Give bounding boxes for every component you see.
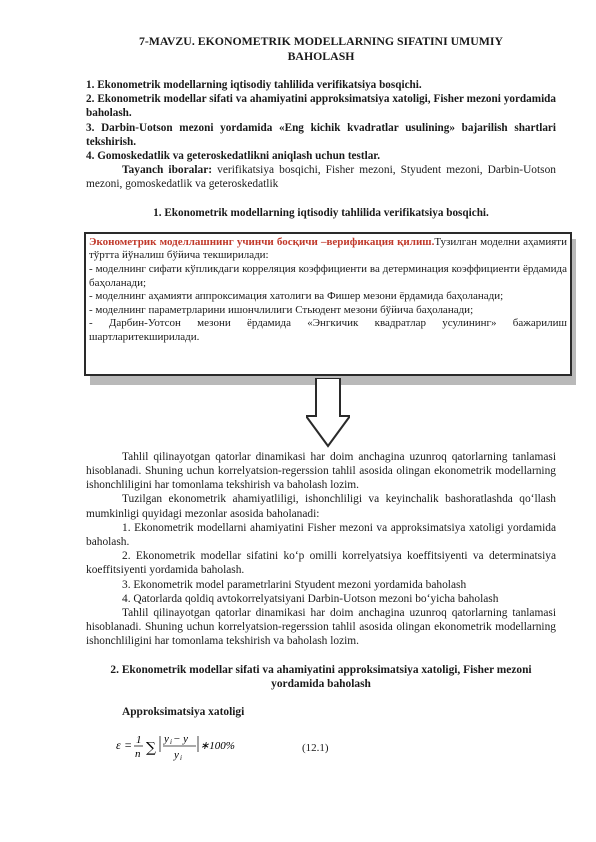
topic-item: 3. Darbin-Uotson mezoni yordamida «Eng kichik kvadratlar usulining» bajarilish shartlari tekshirish. (86, 121, 556, 148)
main-body (86, 450, 556, 649)
svg-text:i: i (170, 738, 172, 747)
topics-list (86, 78, 556, 163)
section-2-heading: 2. Ekonometrik modellar sifati va ahamiyatini approksimatsiya xatoligi, Fisher mezoni yordamida baholash (110, 663, 532, 690)
callout-highlight: Эконометрик моделлашнинг учинчи босқичи –верификация қилиш. (89, 235, 435, 248)
subheading: Approksimatsiya xatoligi (122, 706, 245, 719)
svg-text:i: i (180, 754, 182, 763)
criteria-item: 4. Qatorlarda qoldiq avtokorrelyatsiyani Darbin-Uotson mezoni bo‘yicha baholash (122, 592, 499, 605)
topic-item: 4. Gomoskedatlik va geteroskedatlikni aniqlash uchun testlar. (86, 150, 381, 163)
svg-text:− y: − y (173, 733, 189, 746)
callout-line: - Дарбин-Уотсон мезони ёрдамида «Энгкичик квадратлар усулининг» бажарилиш шартларитекширилади. (89, 317, 567, 343)
callout-line: - моделнинг аҳамияти аппроксимация хатолиги ва Фишер мезони ёрдамида баҳоланади; (89, 290, 504, 303)
criteria-item: 1. Ekonometrik modellarni ahamiyatini Fisher mezoni va approksimatsiya xatoligi yordamida baholash. (86, 521, 556, 549)
down-arrow-icon (306, 378, 350, 448)
formula-expression (116, 729, 266, 769)
svg-text:y: y (174, 749, 179, 762)
svg-text:∗100%: ∗100% (200, 740, 235, 753)
document-page (86, 34, 567, 771)
callout-line: - моделнинг сифати кўпликдаги корреляция коэффициенти ва детерминация коэффициенти ёрдамида баҳоланади; (89, 263, 567, 289)
title-line-1: 7-MAVZU. EKONOMETRIK MODELLARNING SIFATINI UMUMIY (138, 34, 504, 48)
title-line-2: BAHOLASH (287, 49, 355, 63)
svg-text:n: n (135, 748, 141, 761)
page-title (86, 34, 556, 64)
criteria-item: 3. Ekonometrik model parametrlarini Styudent mezoni yordamida baholash (122, 578, 467, 591)
body-paragraph: Tuzilgan ekonometrik ahamiyatliligi, ishonchliligi va keyinchalik bashoratlashda qo‘llash mumkinligi quyidagi mezonlar asosida baholanadi: (86, 493, 556, 520)
keywords-label: Tayanch iboralar: (122, 164, 213, 177)
body-paragraph: Tahlil qilinayotgan qatorlar dinamikasi har doim anchagina uzunroq qatorlarning tanlamasi hisoblanadi. Shuning uchun korrelyatsion-regerssion tahlil asosida olingan ekonometrik modellarning ishonchliligini har tomonlama tekshirish va baholash lozim. (86, 607, 556, 648)
topic-item: 1. Ekonometrik modellarning iqtisodiy tahlilida verifikatsiya bosqichi. (86, 79, 422, 91)
keywords-text: verifikatsiya bosqichi, Fisher mezoni, Styudent mezoni, Darbin-Uotson mezoni, gomoskedatlik va geteroskedatlik (86, 164, 556, 191)
callout-line: - моделнинг параметрларини ишончлилиги Стьюдент мезони бўйича баҳоланади; (89, 303, 474, 316)
svg-text:ε: ε (116, 738, 121, 753)
section-1-heading: 1. Ekonometrik modellarning iqtisodiy tahlilida verifikatsiya bosqichi. (153, 206, 489, 219)
svg-text:y: y (164, 733, 169, 746)
callout-line: Тузилган моделни аҳамияти тўртта йўналиш бўйича текширилади: (89, 235, 567, 262)
topic-item: 2. Ekonometrik modellar sifati va ahamiyatini approksimatsiya xatoligi, Fisher mezoni yordamida baholash. (86, 93, 556, 120)
svg-text:=: = (124, 738, 133, 753)
formula-12-1 (86, 727, 556, 771)
svg-text:∑: ∑ (146, 740, 156, 757)
criteria-item: 2. Ekonometrik modellar sifatini ko‘p omilli korrelyatsiya koeffitsiyenti va determinatsiya koeffitsiyenti yordamida baholash. (86, 550, 556, 577)
criteria-list (86, 521, 556, 606)
body-paragraph: Tahlil qilinayotgan qatorlar dinamikasi har doim anchagina uzunroq qatorlarning tanlamasi hisoblanadi. Shuning uchun korrelyatsion-regerssion tahlil asosida olingan ekonometrik modellarning ishonchliligini har tomonlama tekshirish va baholash lozim. (86, 450, 556, 492)
callout-box (84, 232, 572, 376)
keywords-paragraph (86, 163, 556, 191)
formula-number: (12.1) (302, 742, 329, 755)
callout-diagram (84, 232, 570, 450)
svg-text:1: 1 (136, 734, 142, 747)
